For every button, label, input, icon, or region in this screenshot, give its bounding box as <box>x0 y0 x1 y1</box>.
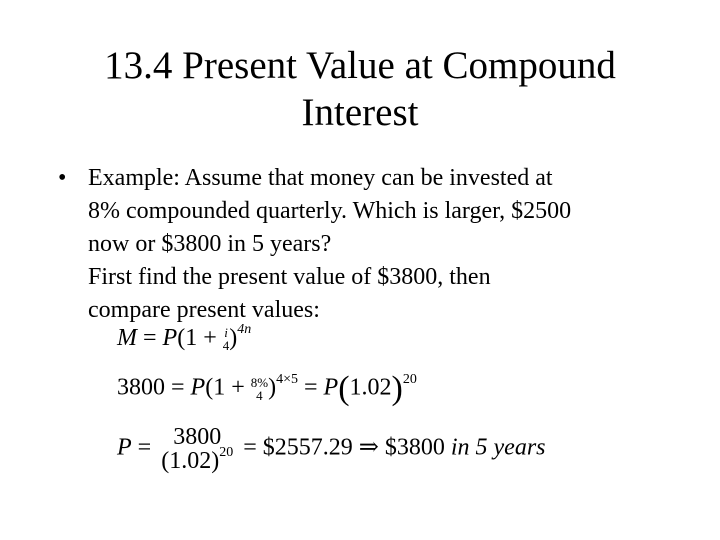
eq-exponent: 4n <box>237 322 252 337</box>
text-line: 8% compounded quarterly. Which is larger, $2500 <box>88 198 572 224</box>
eq-frac-num: 3800 <box>173 424 222 450</box>
eq-frac-den <box>157 445 237 474</box>
bullet-text <box>88 162 688 327</box>
eq-frac-num: 8% <box>250 375 269 390</box>
eq-den-base: (1.02) <box>161 448 220 474</box>
equation-present-value <box>117 425 546 473</box>
eq-result: $2557.29 <box>262 434 353 461</box>
eq-frac-den: 4 <box>256 388 263 403</box>
text-line: now or $3800 in 5 years? <box>88 231 332 257</box>
slide-title <box>0 42 720 136</box>
eq-frac-den: 4 <box>222 338 230 354</box>
eq-open: (1 + <box>205 374 245 401</box>
equation-compound-formula <box>117 322 252 354</box>
text-line: compare present values: <box>88 297 320 323</box>
eq-equals: = <box>137 434 152 461</box>
eq-var-p: P <box>323 374 339 401</box>
title-line-2: Interest <box>301 91 419 134</box>
eq-exponent: 4×5 <box>276 371 298 387</box>
eq-in-text: in 5 <box>450 434 488 461</box>
eq-var-m: M <box>117 325 137 351</box>
eq-frac-num: i <box>224 325 228 341</box>
eq-fraction <box>157 425 237 473</box>
eq-exponent: 20 <box>219 445 234 460</box>
eq-var-p: P <box>190 374 206 401</box>
eq-years-text: years <box>493 434 546 461</box>
eq-compare: $3800 <box>384 434 445 461</box>
eq-var-p: P <box>162 325 178 351</box>
eq-equals: = <box>171 374 185 401</box>
eq-open: (1 + <box>177 325 217 351</box>
eq-fraction <box>251 376 268 402</box>
eq-var-p: P <box>117 434 132 461</box>
text-line: First find the present value of $3800, then <box>88 264 491 290</box>
eq-value: 3800 <box>117 374 165 401</box>
eq-equals: = <box>243 434 257 461</box>
bullet-icon: • <box>58 165 67 191</box>
eq-base: 1.02 <box>349 374 392 401</box>
eq-exponent: 20 <box>402 371 417 387</box>
implies-arrow-icon: ⇒ <box>358 434 379 461</box>
title-line-1: 13.4 Present Value at Compound <box>104 44 616 87</box>
eq-equals: = <box>304 374 318 401</box>
text-line: Example: Assume that money can be invested at <box>88 165 553 191</box>
eq-close: ) <box>229 325 238 351</box>
eq-paren-open: ( <box>338 370 350 407</box>
eq-equals: = <box>143 325 157 351</box>
eq-close: ) <box>268 374 277 401</box>
eq-paren-close: ) <box>391 370 403 407</box>
equation-substitution <box>117 372 417 406</box>
eq-fraction <box>223 326 230 352</box>
